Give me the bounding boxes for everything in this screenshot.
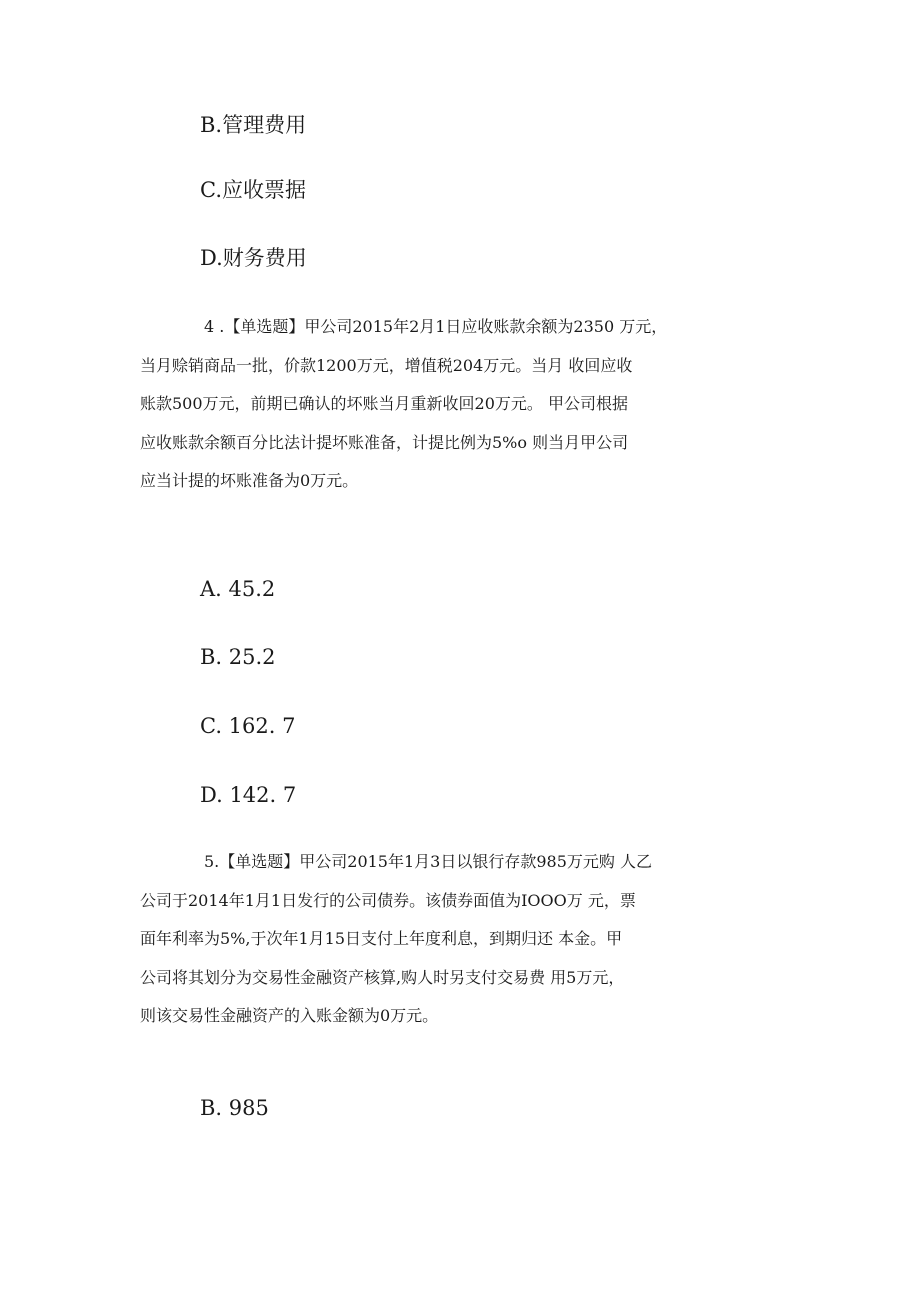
option-q5-b: B. 985 bbox=[200, 1096, 269, 1120]
question-5-line: 则该交易性金融资产的入账金额为0万元。 bbox=[140, 1006, 439, 1025]
question-5-line: 公司将其划分为交易性金融资产核算,购人时另支付交易费 用5万元， bbox=[140, 967, 625, 987]
option-q4-a: A. 45.2 bbox=[200, 577, 276, 601]
question-4-line: 应当计提的坏账准备为0万元。 bbox=[140, 471, 359, 490]
question-5-line: 面年利率为5%,于次年1月15日支付上年度利息，到期归还 本金。甲 bbox=[140, 929, 623, 948]
question-5-line: 公司于2014年1月1日发行的公司债券。该债券面值为IOOO万 元，票 bbox=[140, 890, 636, 910]
question-4-line: 账款500万元，前期已确认的坏账当月重新收回20万元。 甲公司根据 bbox=[140, 394, 628, 413]
question-4-line: 4 .【单选题】甲公司2015年2月1日应收账款余额为2350 万元， bbox=[204, 317, 668, 336]
question-4-line: 应收账款余额百分比法计提坏账准备，计提比例为5%o 则当月甲公司 bbox=[140, 432, 629, 452]
option-q3-b: B.管理费用 bbox=[200, 113, 307, 137]
question-4-line: 当月赊销商品一批，价款1200万元，增值税204万元。当月 收回应收 bbox=[140, 355, 633, 375]
question-4-text bbox=[140, 308, 800, 501]
question-5-line: 5.【单选题】甲公司2015年1月3日以银行存款985万元购 人乙 bbox=[204, 852, 652, 871]
question-5-text bbox=[140, 843, 800, 1036]
option-q4-d: D. 142. 7 bbox=[200, 783, 297, 807]
option-q4-b: B. 25.2 bbox=[200, 645, 276, 669]
option-q3-d: D.财务费用 bbox=[200, 246, 307, 270]
option-q4-c: C. 162. 7 bbox=[200, 714, 296, 738]
option-q3-c: C.应收票据 bbox=[200, 178, 306, 202]
